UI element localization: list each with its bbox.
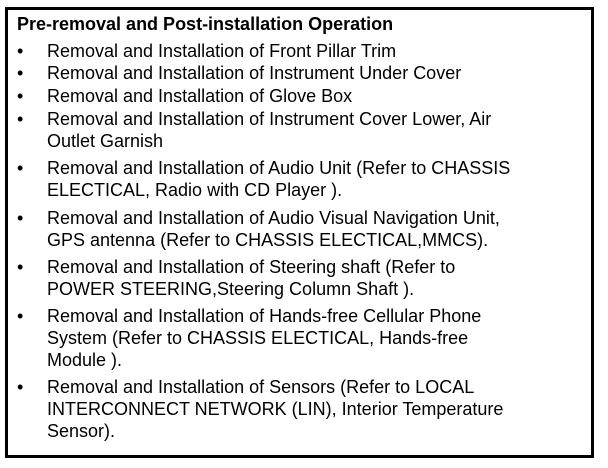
bullet-icon: • <box>17 257 24 277</box>
bullet-icon: • <box>17 377 24 397</box>
list-item-text: Removal and Installation of Hands-free Cellular Phone System (Refer to CHASSIS ELECTICAL, Hands-free Module ). <box>47 306 482 370</box>
bullet-icon: • <box>17 109 24 129</box>
document-title: Pre-removal and Post-installation Operation <box>17 14 394 34</box>
list-item-text: Removal and Installation of Audio Unit (Refer to CHASSIS ELECTICAL, Radio with CD Player ). <box>47 158 511 200</box>
list-item-text: Removal and Installation of Steering shaft (Refer to POWER STEERING,Steering Column Shaft ). <box>47 257 456 299</box>
bullet-icon: • <box>17 41 24 61</box>
list-item-text: Removal and Installation of Front Pillar Trim <box>47 41 397 61</box>
list-item-text: Removal and Installation of Audio Visual Navigation Unit, GPS antenna (Refer to CHASSIS ELECTICAL,MMCS). <box>47 208 500 250</box>
bullet-icon: • <box>17 306 24 326</box>
bullet-icon: • <box>17 208 24 228</box>
bullet-icon: • <box>17 158 24 178</box>
list-item-text: Removal and Installation of Instrument Cover Lower, Air Outlet Garnish <box>47 109 492 151</box>
bullet-icon: • <box>17 86 24 106</box>
list-item-text: Removal and Installation of Glove Box <box>47 86 353 106</box>
list-item-text: Removal and Installation of Instrument Under Cover <box>47 63 462 83</box>
bullet-icon: • <box>17 63 24 83</box>
list-item-text: Removal and Installation of Sensors (Refer to LOCAL INTERCONNECT NETWORK (LIN), Interior Temperature Sensor). <box>47 377 504 441</box>
